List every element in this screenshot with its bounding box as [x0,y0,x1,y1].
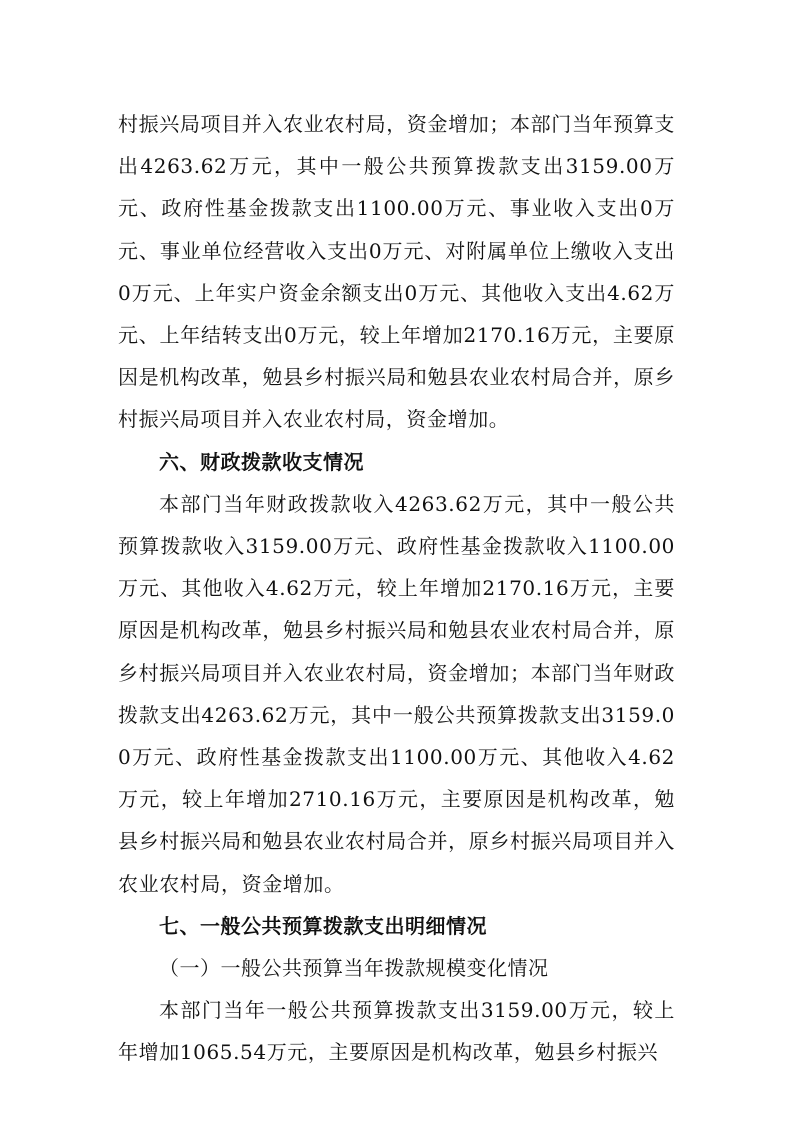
paragraph-fiscal-appropriation: 本部门当年财政拨款收入4263.62万元，其中一般公共预算拨款收入3159.00万元、政府性基金拨款收入1100.00万元、其他收入4.62万元，较上年增加2170.16万元，主要原因是机构改革，勉县乡村振兴局和勉县农业农村局合并，原乡村振兴局项目并入农业农村局，资金增加；本部门当年财政拨款支出4263.62万元，其中一般公共预算拨款支出3159.00万元、政府性基金拨款支出1100.00万元、其他收入4.62万元，较上年增加2710.16万元，主要原因是机构改革，勉县乡村振兴局和勉县农业农村局合并，原乡村振兴局项目并入农业农村局，资金增加。 [118,491,675,896]
paragraph-general-budget: 本部门当年一般公共预算拨款支出3159.00万元，较上年增加1065.54万元，主要原因是机构改革，勉县乡村振兴 [118,998,675,1065]
section-heading-7: 七、一般公共预算拨款支出明细情况 [159,913,487,938]
paragraph-budget-expenditure: 村振兴局项目并入农业农村局，资金增加；本部门当年预算支出4263.62万元，其中一般公共预算拨款支出3159.00万元、政府性基金拨款支出1100.00万元、事业收入支出0万元、事业单位经营收入支出0万元、对附属单位上缴收入支出0万元、上年实户资金余额支出0万元、其他收入支出4.62万元、上年结转支出0万元，较上年增加2170.16万元，主要原因是机构改革，勉县乡村振兴局和勉县农业农村局合并，原乡村振兴局项目并入农业农村局，资金增加。 [118,112,675,432]
subsection-heading-7-1: （一）一般公共预算当年拨款规模变化情况 [159,956,549,981]
section-heading-6: 六、财政拨款收支情况 [159,449,364,474]
